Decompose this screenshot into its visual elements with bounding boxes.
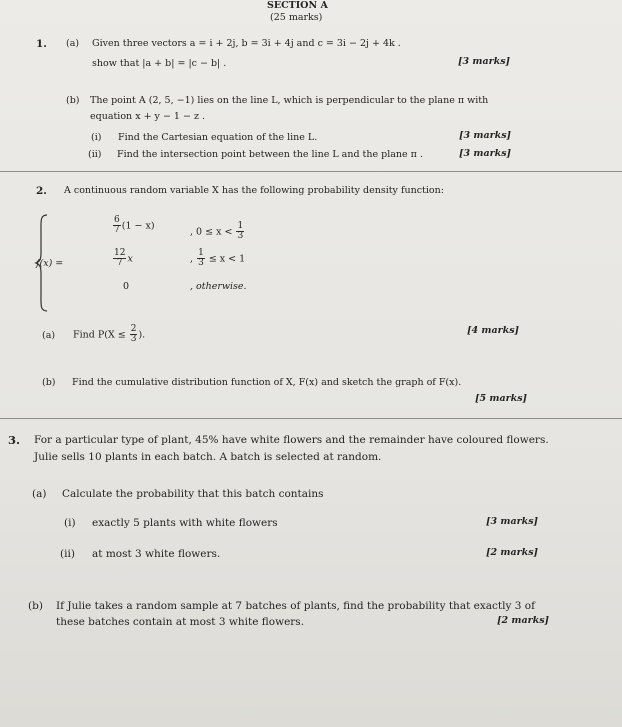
q3ai-label: (i): [64, 517, 76, 529]
q2b-marks: [5 marks]: [475, 393, 528, 404]
section-total-marks: (25 marks): [270, 12, 323, 23]
q2-case2-coef-num: 12: [114, 248, 126, 258]
q3b-label: (b): [28, 600, 43, 612]
q2-case1-condition: [190, 222, 245, 242]
q2-case2-coef-den: 7: [116, 258, 123, 269]
q1a-marks: [3 marks]: [458, 56, 511, 67]
q2-case2-comma: ,: [190, 253, 194, 265]
q2-case2-bound-num: 1: [198, 248, 204, 258]
q2a-text: [73, 325, 145, 345]
q1b-text-line2: equation x + y − 1 − z .: [90, 111, 206, 122]
q1-number: 1.: [36, 38, 47, 50]
q2-case1-coef-den: 7: [114, 225, 120, 236]
q2-case2-condition: [190, 249, 245, 269]
q2-case2-bound-den: 3: [198, 258, 204, 269]
q2b-label: (b): [42, 377, 56, 388]
q1bii-label: (ii): [88, 149, 102, 160]
q1bii-marks: [3 marks]: [459, 148, 512, 159]
q2-number: 2.: [36, 185, 47, 197]
q1bi-marks: [3 marks]: [459, 130, 512, 141]
q3b-text-line1: If Julie takes a random sample at 7 batches of plants, find the probability that exactly 3 of: [56, 600, 535, 612]
q2-case2-expr: x: [127, 253, 133, 265]
q3a-text: Calculate the probability that this batch contains: [62, 488, 324, 500]
q3aii-label: (ii): [60, 548, 75, 560]
q1a-text-line2: show that |a + b| = |c − b| .: [92, 58, 227, 69]
q2-case1-coef-num: 6: [114, 215, 120, 225]
q2a-frac-num: 2: [130, 324, 137, 334]
q2-case1: [112, 216, 155, 236]
q2-case2-cond-text: ≤ x < 1: [208, 253, 246, 265]
q2b-text: Find the cumulative distribution function of X, F(x) and sketch the graph of F(x).: [72, 377, 462, 388]
q2a-frac-den: 3: [130, 334, 137, 345]
q1bi-text: Find the Cartesian equation of the line L.: [118, 132, 318, 143]
piecewise-brace-icon: [34, 213, 50, 313]
q2a-label: (a): [42, 330, 56, 341]
q2-fx-label: f(x) =: [36, 258, 64, 269]
q2-case3-value: 0: [123, 281, 130, 292]
q2-case1-cond-text: , 0 ≤ x <: [190, 226, 233, 238]
section-divider: [0, 171, 622, 172]
q3-intro-line2: Julie sells 10 plants in each batch. A batch is selected at random.: [34, 451, 382, 463]
q3a-label: (a): [32, 488, 47, 500]
q3b-text-line2: these batches contain at most 3 white flowers.: [56, 616, 305, 628]
q3aii-text: at most 3 white flowers.: [92, 548, 221, 560]
q1bi-label: (i): [91, 132, 102, 143]
q3-intro-line1: For a particular type of plant, 45% have white flowers and the remainder have coloured flowers.: [34, 434, 549, 446]
q1bii-text: Find the intersection point between the line L and the plane π .: [117, 149, 423, 160]
q2a-text-end: ).: [138, 329, 146, 341]
q3b-marks: [2 marks]: [497, 615, 550, 626]
q3ai-marks: [3 marks]: [486, 516, 539, 527]
q2-case2: [112, 249, 133, 269]
q2a-marks: [4 marks]: [467, 325, 520, 336]
section-divider-2: [0, 418, 622, 419]
q3ai-text: exactly 5 plants with white flowers: [92, 517, 278, 529]
section-heading: SECTION A: [267, 0, 328, 11]
q1b-label: (b): [66, 95, 80, 106]
q3aii-marks: [2 marks]: [486, 547, 539, 558]
q2-case1-expr: (1 − x): [121, 220, 155, 232]
q2-intro: A continuous random variable X has the following probability density function:: [64, 185, 444, 196]
q1b-text-line1: The point A (2, 5, −1) lies on the line L, which is perpendicular to the plane π with: [90, 95, 489, 106]
q2a-text-start: Find P(X ≤: [73, 329, 126, 341]
q2-case1-bound-den: 3: [237, 231, 244, 242]
q1a-label: (a): [66, 38, 80, 49]
q3-number: 3.: [8, 433, 21, 447]
q1a-text-line1: Given three vectors a = i + 2j, b = 3i + 4j and c = 3i − 2j + 4k .: [92, 38, 401, 49]
q2-case1-bound-num: 1: [237, 221, 244, 231]
q2-case3-condition: , otherwise.: [190, 281, 247, 292]
